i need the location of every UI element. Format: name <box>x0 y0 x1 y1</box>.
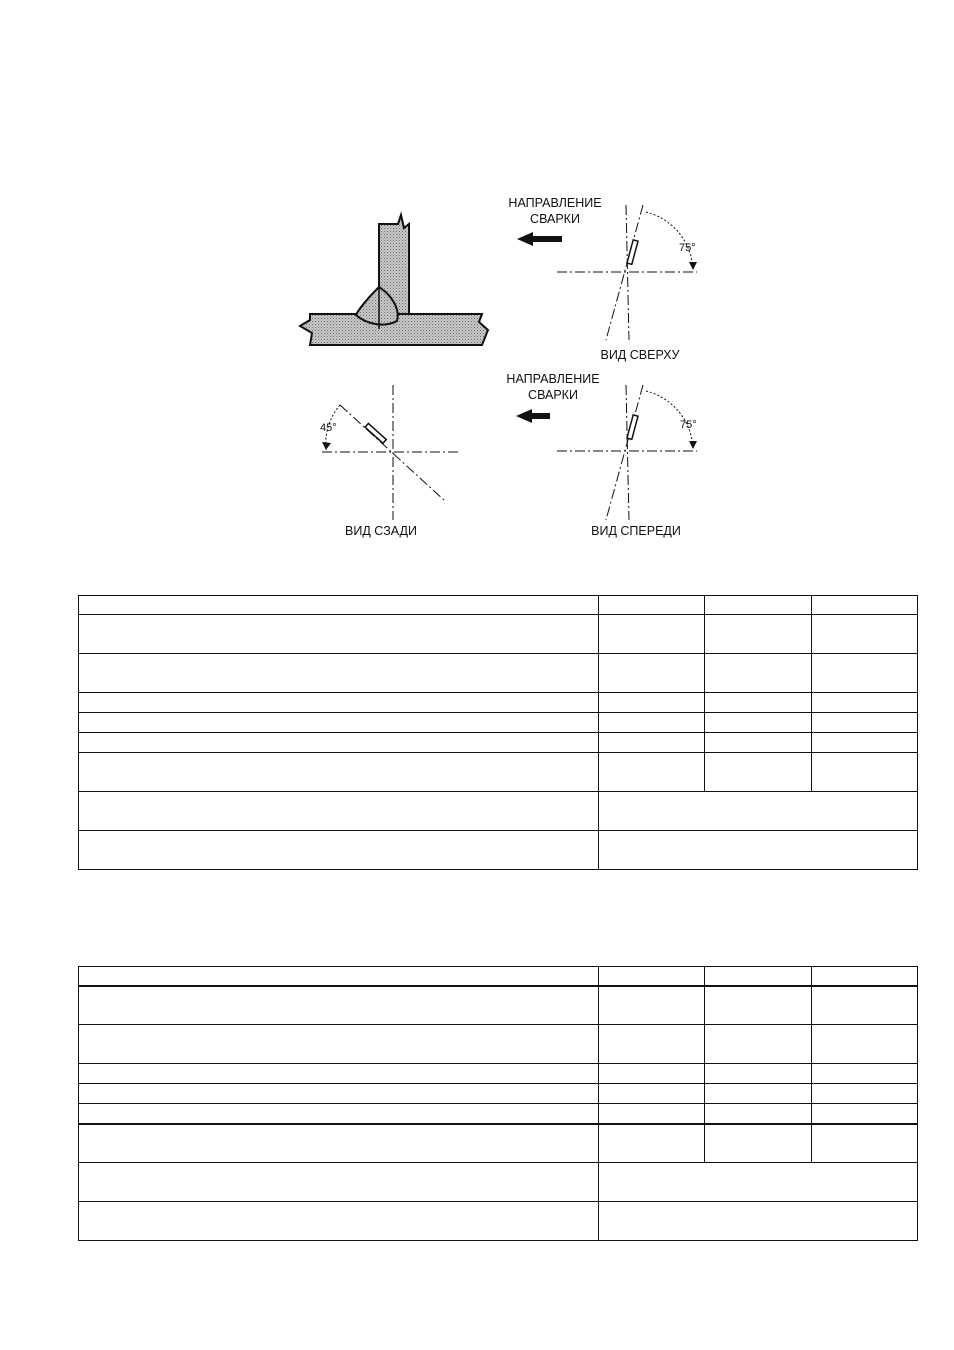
table-cell <box>705 693 812 713</box>
table-cell-merged <box>599 792 918 831</box>
table-cell <box>79 1124 599 1163</box>
table-cell <box>705 1025 812 1064</box>
table-cell <box>599 615 705 654</box>
electrode-axis <box>606 385 643 520</box>
electrode-icon <box>365 423 386 443</box>
angle-arc <box>646 212 693 270</box>
direction-arrow-icon <box>517 232 562 246</box>
vertical-axis <box>626 385 629 520</box>
table-cell <box>79 1163 599 1202</box>
table-cell <box>812 753 918 792</box>
view-label: ВИД СПЕРЕДИ <box>591 524 681 538</box>
rear-view-panel <box>320 385 460 538</box>
table-row <box>79 792 918 831</box>
table-cell-merged <box>599 1163 918 1202</box>
table-cell <box>812 1104 918 1124</box>
table-cell <box>705 1084 812 1104</box>
table-cell <box>705 654 812 693</box>
table-cell <box>79 1025 599 1064</box>
welding-parameters-table-2 <box>78 966 918 1241</box>
electrode-axis <box>340 405 444 500</box>
table-cell <box>812 1124 918 1163</box>
table-cell <box>705 1064 812 1084</box>
table-cell <box>79 733 599 753</box>
table-cell <box>705 1124 812 1163</box>
table-cell <box>79 792 599 831</box>
table-cell <box>79 1064 599 1084</box>
table-cell <box>599 1084 705 1104</box>
angle-label: 75° <box>680 419 697 431</box>
table-cell <box>599 1025 705 1064</box>
table-cell <box>705 753 812 792</box>
table-row <box>79 654 918 693</box>
table-row <box>79 1202 918 1241</box>
table-row <box>79 596 918 615</box>
table-cell <box>705 967 812 986</box>
table-cell <box>705 713 812 733</box>
table-cell <box>79 693 599 713</box>
table-cell <box>79 615 599 654</box>
table-cell <box>599 1104 705 1124</box>
direction-label-line1: НАПРАВЛЕНИЕ <box>506 372 600 386</box>
electrode-icon <box>627 240 638 264</box>
table-row <box>79 986 918 1025</box>
table-cell-merged <box>599 1202 918 1241</box>
welding-position-diagram <box>0 0 954 560</box>
angle-arrowhead-icon <box>689 441 697 449</box>
angle-label: 45° <box>320 422 337 434</box>
table-cell <box>812 1025 918 1064</box>
table-cell <box>812 986 918 1025</box>
angle-arrowhead-icon <box>322 442 331 450</box>
table-cell <box>812 654 918 693</box>
table-cell <box>812 1064 918 1084</box>
table-row <box>79 1104 918 1124</box>
table-cell-merged <box>599 831 918 870</box>
table-row <box>79 831 918 870</box>
table-cell <box>79 596 599 615</box>
table-cell <box>79 654 599 693</box>
table-cell <box>79 831 599 870</box>
table-row <box>79 733 918 753</box>
table-cell <box>599 967 705 986</box>
table-cell <box>599 654 705 693</box>
table-cell <box>79 1084 599 1104</box>
vertical-axis <box>626 205 629 340</box>
table-row <box>79 615 918 654</box>
direction-arrow-icon <box>516 409 550 423</box>
welding-parameters-table-1 <box>78 595 918 870</box>
table-cell <box>599 693 705 713</box>
table-cell <box>705 615 812 654</box>
table-cell <box>79 1202 599 1241</box>
table-row <box>79 967 918 986</box>
table-row <box>79 693 918 713</box>
table-cell <box>79 1104 599 1124</box>
table-cell <box>705 986 812 1025</box>
table-row <box>79 1084 918 1104</box>
t-joint-illustration <box>300 215 488 345</box>
table-cell <box>812 693 918 713</box>
electrode-icon <box>627 415 638 439</box>
table-cell <box>599 986 705 1025</box>
table-cell <box>599 753 705 792</box>
table-cell <box>599 1064 705 1084</box>
view-label: ВИД СВЕРХУ <box>600 348 680 362</box>
angle-arrowhead-icon <box>689 262 697 270</box>
table-row <box>79 1163 918 1202</box>
table-cell <box>812 596 918 615</box>
table-cell <box>812 1084 918 1104</box>
table-cell <box>599 1124 705 1163</box>
direction-label-line1: НАПРАВЛЕНИЕ <box>508 196 602 210</box>
table-row <box>79 1064 918 1084</box>
view-label: ВИД СЗАДИ <box>345 524 417 538</box>
table-row <box>79 1124 918 1163</box>
table-cell <box>79 967 599 986</box>
table-cell <box>79 986 599 1025</box>
table-cell <box>79 713 599 733</box>
table-cell <box>812 733 918 753</box>
table-row <box>79 753 918 792</box>
table-cell <box>705 596 812 615</box>
table-cell <box>812 615 918 654</box>
angle-label: 75° <box>679 242 696 254</box>
table-cell <box>705 1104 812 1124</box>
direction-label-line2: СВАРКИ <box>530 212 580 226</box>
table-row <box>79 713 918 733</box>
table-cell <box>705 733 812 753</box>
table-cell <box>812 967 918 986</box>
table-row <box>79 1025 918 1064</box>
direction-label-line2: СВАРКИ <box>528 388 578 402</box>
table-cell <box>599 733 705 753</box>
table-cell <box>79 753 599 792</box>
top-view-panel <box>508 196 697 362</box>
front-view-panel <box>506 372 697 538</box>
table-cell <box>599 713 705 733</box>
table-cell <box>599 596 705 615</box>
table-cell <box>812 713 918 733</box>
